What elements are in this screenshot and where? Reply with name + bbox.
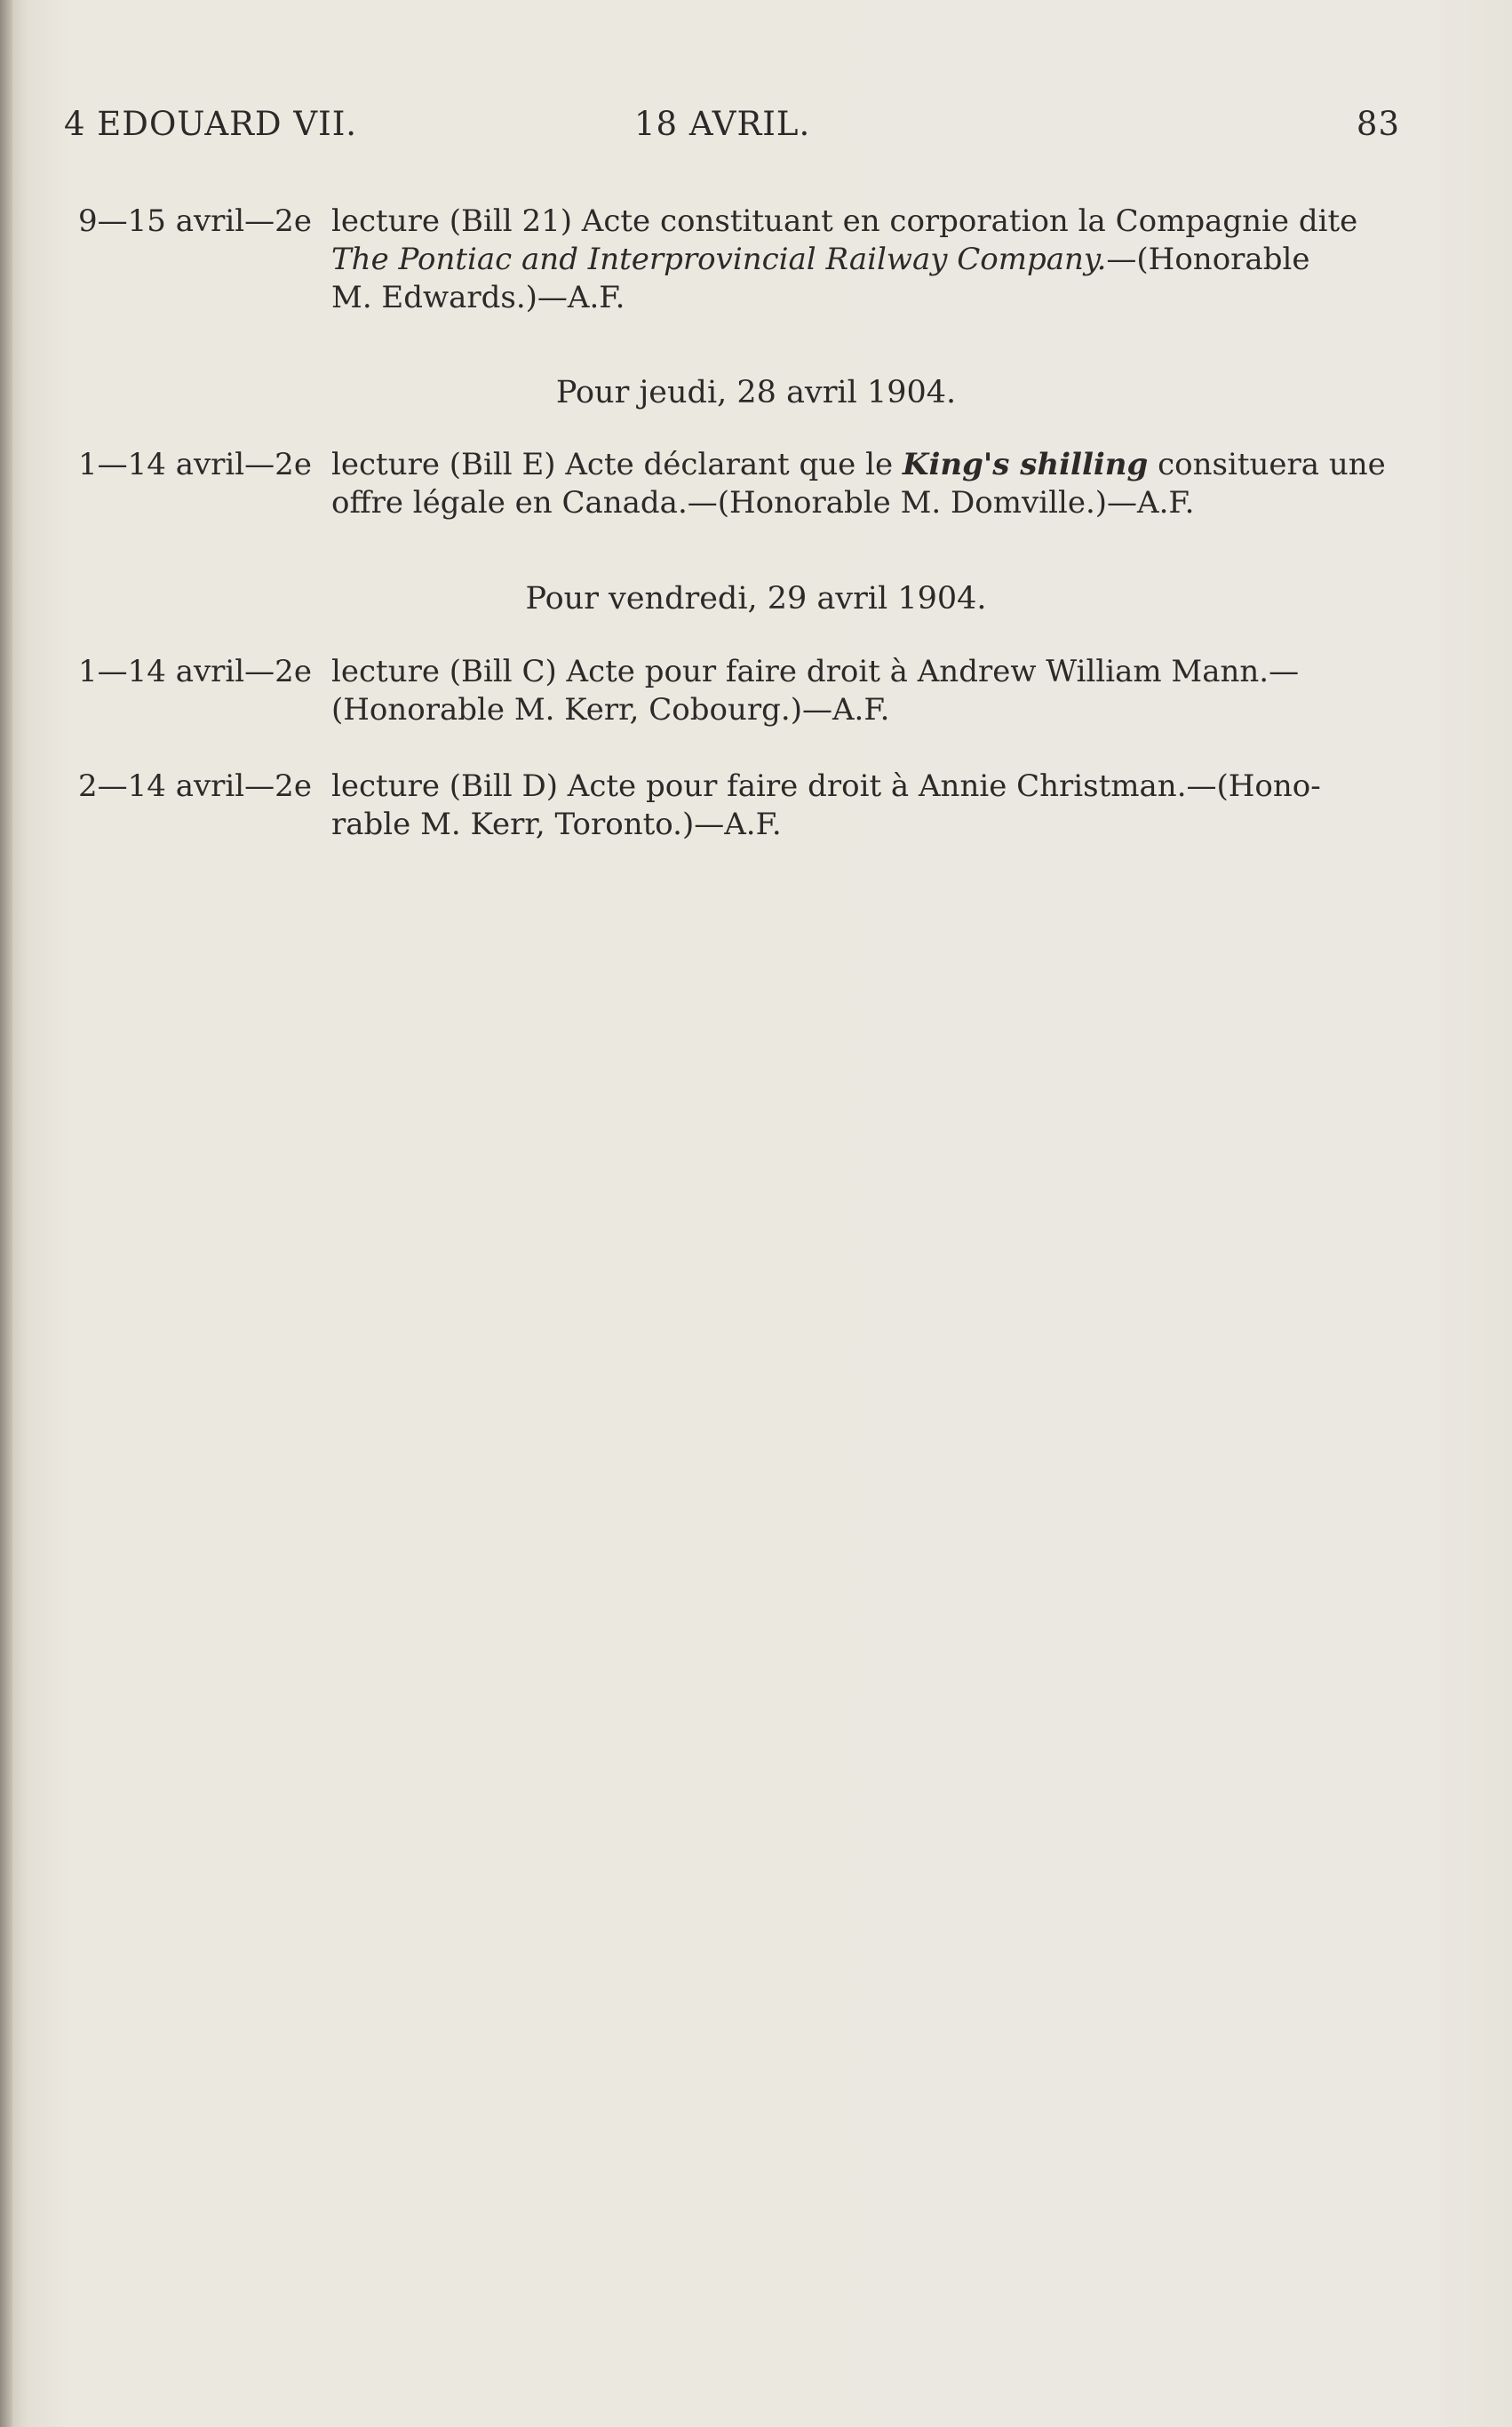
order-entry-bill-e (78, 446, 1400, 522)
entry-lead: 9—15 avril—2e (78, 203, 312, 239)
entry-line: lecture (Bill D) Acte pour faire droit à Annie Christman.—(Hono- (331, 768, 1321, 804)
section-heading-friday: Pour vendredi, 29 avril 1904. (525, 581, 987, 617)
entry-text (331, 203, 1400, 317)
entry-line: M. Edwards.)—A.F. (331, 280, 625, 315)
entry-lead: 1—14 avril—2e (78, 447, 312, 482)
company-name: The Pontiac and Interprovincial Railway Company. (331, 242, 1107, 277)
order-entry-bill-21 (78, 203, 1400, 317)
entry-line-tail: —(Honorable (1106, 242, 1310, 277)
entry-line: lecture (Bill 21) Acte constituant en corporation la Compagnie dite (331, 203, 1358, 239)
entry-text (331, 446, 1400, 522)
entry-line: rable M. Kerr, Toronto.)—A.F. (331, 807, 782, 842)
entry-line-head: lecture (Bill E) Acte déclarant que le (331, 447, 903, 482)
binding-edge (0, 0, 12, 2427)
order-entry-bill-d (78, 768, 1400, 844)
entry-line (331, 446, 1400, 484)
entry-lead: 2—14 avril—2e (78, 768, 312, 804)
entry-text (331, 653, 1400, 729)
header-reign: 4 EDOUARD VII. (64, 105, 358, 143)
section-heading-thursday: Pour jeudi, 28 avril 1904. (555, 375, 957, 410)
entry-line (331, 241, 1400, 279)
entry-line: lecture (Bill C) Acte pour faire droit à Andrew William Mann.— (331, 654, 1300, 689)
header-date: 18 AVRIL. (634, 105, 811, 143)
entry-line: offre légale en Canada.—(Honorable M. Domville.)—A.F. (331, 485, 1195, 521)
entry-lead: 1—14 avril—2e (78, 654, 312, 689)
kings-shilling-term: King's shilling (902, 447, 1149, 482)
page-number: 83 (1356, 105, 1400, 143)
order-entry-bill-c (78, 653, 1400, 729)
entry-line: (Honorable M. Kerr, Cobourg.)—A.F. (331, 692, 890, 728)
entry-text (331, 768, 1400, 844)
entry-line-tail: consituera une (1148, 447, 1386, 482)
running-header (64, 105, 1400, 149)
